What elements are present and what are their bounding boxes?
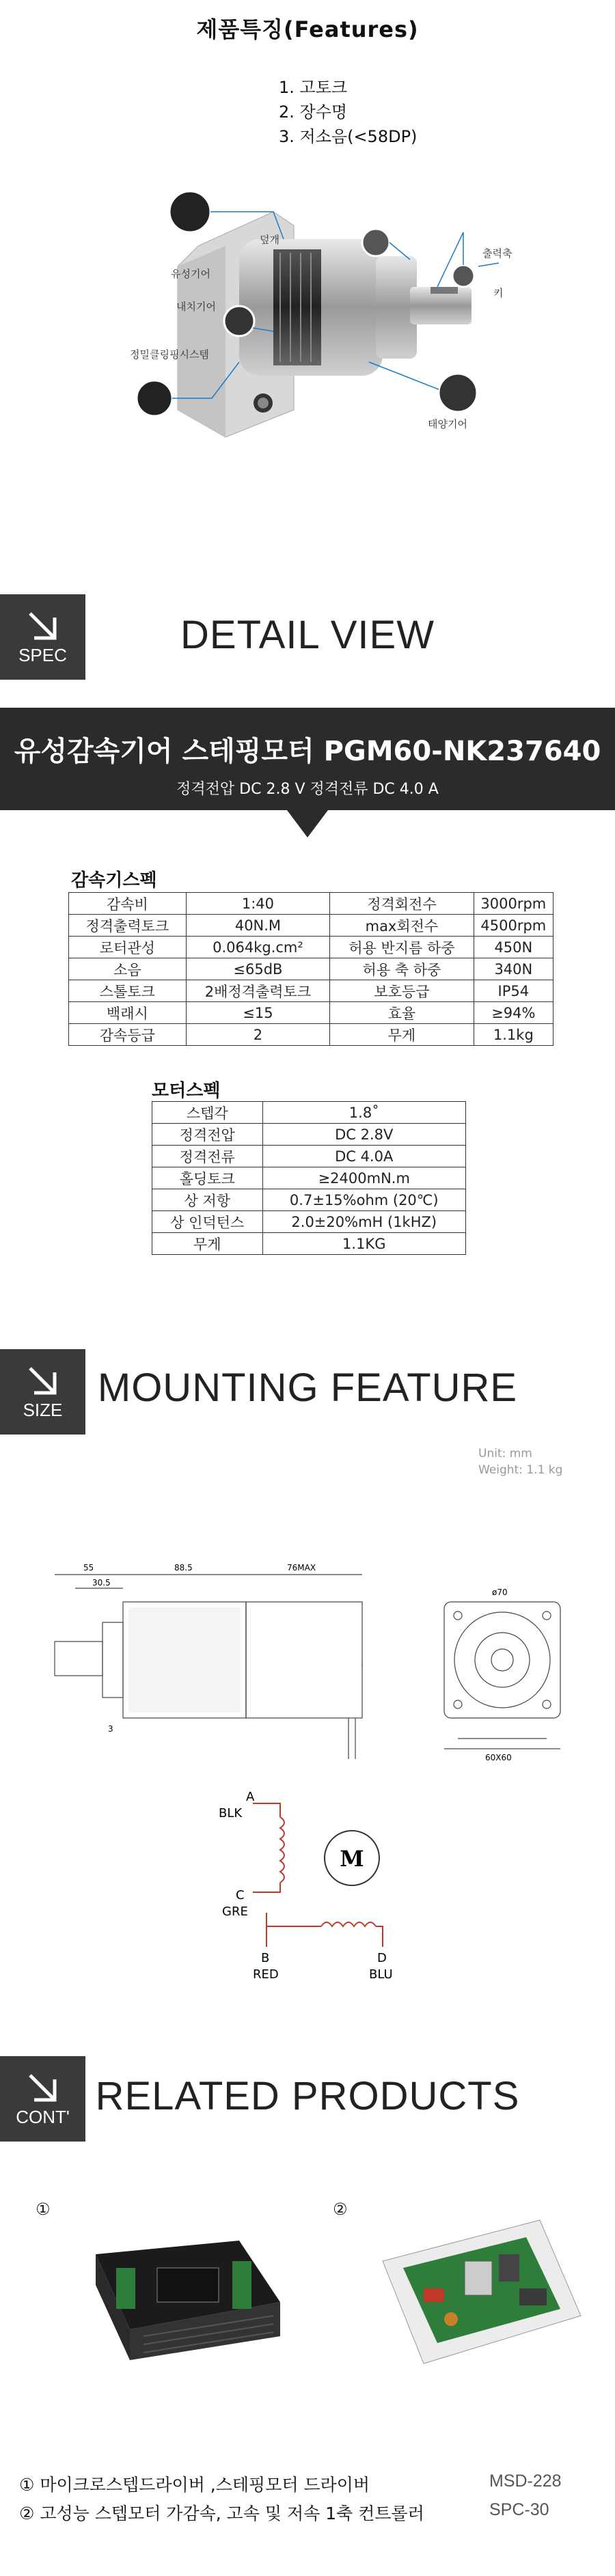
section-title-detail-view: DETAIL VIEW bbox=[180, 613, 435, 657]
table-row bbox=[152, 1124, 466, 1146]
callout-sun-gear: 태양기어 bbox=[428, 418, 467, 430]
table-cell: 백래시 bbox=[69, 1002, 187, 1024]
wiring-diagram bbox=[205, 1790, 424, 2002]
table-cell: 40N.M bbox=[186, 915, 329, 937]
controller-product-image[interactable] bbox=[362, 2206, 588, 2377]
table-cell: 효율 bbox=[330, 1002, 474, 1024]
section-tag-label: SIZE bbox=[23, 1400, 63, 1420]
table-cell: ≤15 bbox=[186, 1002, 329, 1024]
related-item-2-code: SPC-30 bbox=[489, 2500, 549, 2519]
unit-label: Unit: mm bbox=[478, 1447, 532, 1460]
dim-55: 55 bbox=[83, 1563, 94, 1573]
table-cell: 3000rpm bbox=[474, 893, 553, 915]
table-row bbox=[69, 980, 554, 1002]
table-cell: DC 2.8V bbox=[262, 1124, 465, 1146]
table-cell: 340N bbox=[474, 958, 553, 980]
table-row bbox=[69, 1024, 554, 1046]
table-cell: 스톨토크 bbox=[69, 980, 187, 1002]
section-tag-label: CONT' bbox=[16, 2107, 70, 2127]
dim-76max: 76MAX bbox=[287, 1563, 316, 1573]
dimension-drawing bbox=[41, 1561, 588, 1766]
reducer-spec-table bbox=[68, 892, 554, 1046]
table-cell: 1:40 bbox=[186, 893, 329, 915]
table-cell: 1.1KG bbox=[262, 1233, 465, 1255]
table-cell: 보호등급 bbox=[330, 980, 474, 1002]
table-cell: 정격출력토크 bbox=[69, 915, 187, 937]
table-cell: 1.1kg bbox=[474, 1024, 553, 1046]
dim-88-5: 88.5 bbox=[174, 1563, 193, 1573]
product-number-2: ② bbox=[333, 2200, 348, 2219]
features-title: 제품특징(Features) bbox=[196, 16, 419, 42]
dim-dia-70: ø70 bbox=[492, 1588, 508, 1597]
table-cell: 2배정격출력토크 bbox=[186, 980, 329, 1002]
wire-label-blu: BLU bbox=[369, 1967, 393, 1982]
table-cell: 감속비 bbox=[69, 893, 187, 915]
wire-label-blk: BLK bbox=[219, 1806, 243, 1820]
table-cell: 스텝각 bbox=[152, 1102, 263, 1124]
table-row bbox=[152, 1189, 466, 1211]
section-title-mounting-feature: MOUNTING FEATURE bbox=[97, 1366, 518, 1410]
table-cell: 2.0±20%mH (1kHZ) bbox=[262, 1211, 465, 1233]
table-cell: 정격전압 bbox=[152, 1124, 263, 1146]
wire-label-d: D bbox=[377, 1951, 387, 1965]
features-list bbox=[279, 75, 417, 149]
feature-item: 2. 장수명 bbox=[279, 102, 348, 122]
wire-label-b: B bbox=[261, 1951, 270, 1965]
table-row bbox=[152, 1233, 466, 1255]
table-row bbox=[69, 893, 554, 915]
reducer-spec-heading: 감속기스펙 bbox=[71, 870, 157, 891]
table-cell: 무게 bbox=[330, 1024, 474, 1046]
table-cell: 허용 반지름 하중 bbox=[330, 937, 474, 958]
table-row bbox=[152, 1102, 466, 1124]
related-item-1-label[interactable]: ① 마이크로스텝드라이버 ,스테핑모터 드라이버 bbox=[19, 2475, 370, 2495]
product-number-1: ① bbox=[36, 2200, 51, 2219]
table-cell: 상 저항 bbox=[152, 1189, 263, 1211]
dim-3: 3 bbox=[108, 1724, 113, 1734]
table-cell: 4500rpm bbox=[474, 915, 553, 937]
table-cell: 허용 축 하중 bbox=[330, 958, 474, 980]
wire-label-gre: GRE bbox=[222, 1905, 248, 1919]
product-subtitle: 정격전압 DC 2.8 V 정격전류 DC 4.0 A bbox=[176, 781, 439, 798]
dim-60x60: 60X60 bbox=[485, 1753, 512, 1762]
product-title: 유성감속기어 스테핑모터 PGM60-NK237640 bbox=[14, 736, 601, 767]
table-cell: 소음 bbox=[69, 958, 187, 980]
table-cell: 정격회전수 bbox=[330, 893, 474, 915]
table-cell: 무게 bbox=[152, 1233, 263, 1255]
table-cell: 감속등급 bbox=[69, 1024, 187, 1046]
section-title-related-products: RELATED PRODUCTS bbox=[95, 2074, 520, 2118]
wire-label-a: A bbox=[246, 1790, 255, 1804]
table-row bbox=[69, 958, 554, 980]
table-row bbox=[152, 1167, 466, 1189]
weight-label: Weight: 1.1 kg bbox=[478, 1463, 563, 1477]
table-cell: 0.064kg.cm² bbox=[186, 937, 329, 958]
table-cell: 홀딩토크 bbox=[152, 1167, 263, 1189]
table-cell: ≥94% bbox=[474, 1002, 553, 1024]
table-cell: 로터관성 bbox=[69, 937, 187, 958]
driver-product-image[interactable] bbox=[68, 2227, 294, 2364]
callout-planet-gear: 유성기어 bbox=[171, 268, 210, 280]
table-cell: max회전수 bbox=[330, 915, 474, 937]
related-item-2-label[interactable]: ② 고성능 스텝모터 가감속, 고속 및 저속 1축 컨트롤러 bbox=[19, 2504, 424, 2523]
table-cell: 450N bbox=[474, 937, 553, 958]
dim-30-5: 30.5 bbox=[92, 1578, 111, 1588]
callout-internal-gear: 내치기어 bbox=[176, 301, 216, 313]
table-row bbox=[152, 1146, 466, 1167]
table-row bbox=[152, 1211, 466, 1233]
related-item-1-code: MSD-228 bbox=[489, 2471, 562, 2491]
table-cell: 정격전류 bbox=[152, 1146, 263, 1167]
table-row bbox=[69, 1002, 554, 1024]
callout-cover: 덮개 bbox=[260, 234, 279, 246]
callout-output-shaft: 출력축 bbox=[482, 247, 512, 260]
table-cell: 2 bbox=[186, 1024, 329, 1046]
wire-label-red: RED bbox=[253, 1967, 279, 1982]
banner-notch bbox=[287, 810, 328, 837]
table-cell: ≤65dB bbox=[186, 958, 329, 980]
callout-clamping-system: 정밀클링핑시스템 bbox=[130, 348, 209, 361]
table-cell: ≥2400mN.m bbox=[262, 1167, 465, 1189]
table-cell: 1.8˚ bbox=[262, 1102, 465, 1124]
table-cell: IP54 bbox=[474, 980, 553, 1002]
motor-spec-heading: 모터스펙 bbox=[152, 1081, 221, 1101]
motor-symbol: M bbox=[340, 1846, 364, 1872]
motor-spec-table bbox=[152, 1101, 466, 1255]
feature-item: 3. 저소음(<58DP) bbox=[279, 127, 418, 146]
wire-label-c: C bbox=[236, 1888, 245, 1902]
table-cell: 0.7±15%ohm (20℃) bbox=[262, 1189, 465, 1211]
table-row bbox=[69, 937, 554, 958]
feature-item: 1. 고토크 bbox=[279, 78, 348, 97]
table-cell: 상 인덕턴스 bbox=[152, 1211, 263, 1233]
callout-key: 키 bbox=[493, 287, 504, 299]
table-row bbox=[69, 915, 554, 937]
table-cell: DC 4.0A bbox=[262, 1146, 465, 1167]
section-tag-label: SPEC bbox=[18, 645, 67, 665]
